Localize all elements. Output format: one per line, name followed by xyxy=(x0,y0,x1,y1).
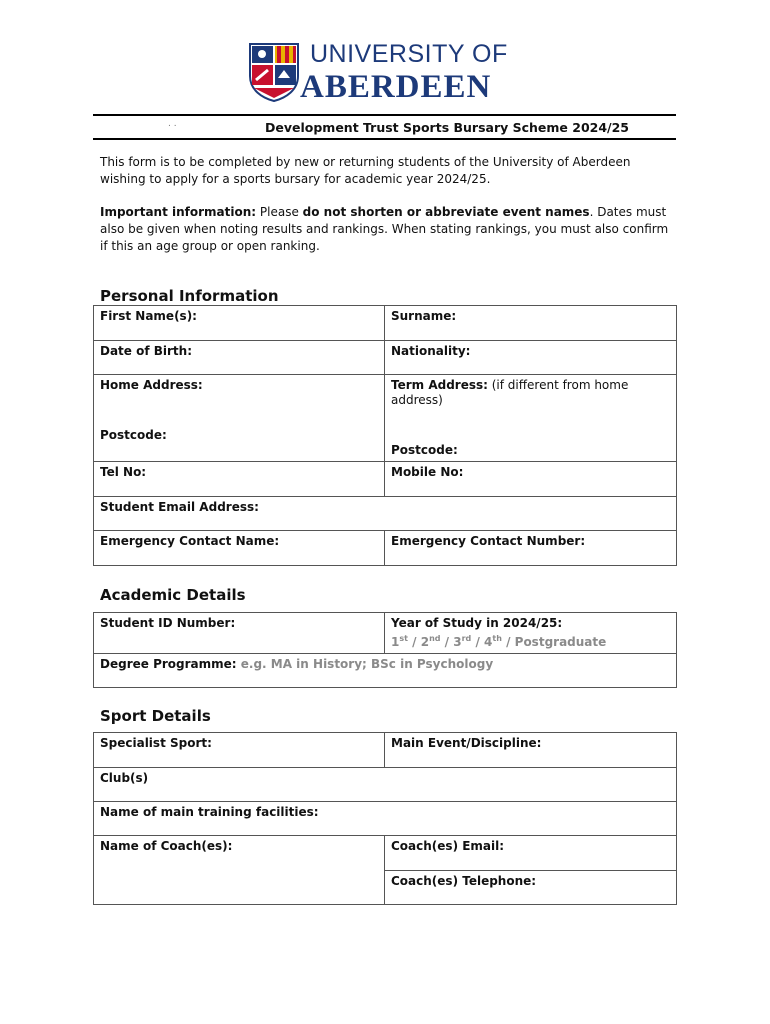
important-post: . Dates must also be given when noting results and rankings. When stating rankings, you must also confirm if this an age group or open ranking. xyxy=(100,205,669,253)
sport-table xyxy=(93,732,677,905)
student-id-field[interactable] xyxy=(94,613,385,654)
academic-table xyxy=(93,612,677,688)
email-label: Student Email Address: xyxy=(100,500,259,514)
coach-email-label: Coach(es) Email: xyxy=(391,839,505,853)
coach-email-field[interactable] xyxy=(385,836,677,871)
important-pre: Please xyxy=(256,205,303,219)
year-postgraduate[interactable]: / Postgraduate xyxy=(501,635,607,649)
degree-label: Degree Programme: xyxy=(100,657,237,671)
important-emphasis: do not shorten or abbreviate event names xyxy=(302,205,590,219)
emergency-number-field[interactable] xyxy=(385,531,677,566)
term-address-text xyxy=(391,378,670,408)
academic-heading: Academic Details xyxy=(100,586,246,604)
coach-name-field[interactable] xyxy=(94,836,385,905)
first-name-field[interactable] xyxy=(94,306,385,341)
emergency-number-label: Emergency Contact Number: xyxy=(391,534,586,548)
year-2-sup: nd xyxy=(429,634,441,643)
degree-hint: e.g. MA in History; BSc in Psychology xyxy=(236,657,494,671)
mobile-label: Mobile No: xyxy=(391,465,464,479)
logo-line-1: UNIVERSITY OF xyxy=(310,40,508,68)
emergency-name-field[interactable] xyxy=(94,531,385,566)
sport-heading: Sport Details xyxy=(100,707,211,725)
facilities-field[interactable] xyxy=(94,802,677,836)
dob-label: Date of Birth: xyxy=(100,344,193,358)
clubs-label: Club(s) xyxy=(100,771,149,785)
year-3[interactable]: 3 xyxy=(453,635,462,649)
term-address-note: (if different from home address) xyxy=(391,378,629,407)
intro-paragraph: This form is to be completed by new or returning students of the University of Aberdeen wishing to apply for a sports bursary for academic year 2024/25. xyxy=(100,155,631,186)
university-logo xyxy=(248,42,523,104)
home-postcode-label: Postcode: xyxy=(100,428,167,442)
facilities-label: Name of main training facilities: xyxy=(100,805,319,819)
important-paragraph xyxy=(100,204,670,255)
year-sep: / xyxy=(440,635,454,649)
year-options xyxy=(391,631,670,650)
year-1[interactable]: 1 xyxy=(391,635,400,649)
term-address-field[interactable] xyxy=(385,375,677,462)
main-event-label: Main Event/Discipline: xyxy=(391,736,542,750)
personal-heading: Personal Information xyxy=(100,287,279,305)
student-id-label: Student ID Number: xyxy=(100,616,236,630)
term-address-label: Term Address: xyxy=(391,378,488,392)
specialist-sport-field[interactable] xyxy=(94,733,385,768)
mobile-field[interactable] xyxy=(385,462,677,497)
coach-phone-field[interactable] xyxy=(385,871,677,905)
year-sep: / xyxy=(471,635,485,649)
first-name-label: First Name(s): xyxy=(100,309,197,323)
year-4-sup: th xyxy=(492,634,502,643)
clubs-field[interactable] xyxy=(94,768,677,802)
year-3-sup: rd xyxy=(461,634,472,643)
dob-field[interactable] xyxy=(94,341,385,375)
coach-phone-label: Coach(es) Telephone: xyxy=(391,874,537,888)
email-field[interactable] xyxy=(94,497,677,531)
personal-table xyxy=(93,305,677,566)
nationality-label: Nationality: xyxy=(391,344,471,358)
coach-name-label: Name of Coach(es): xyxy=(100,839,233,853)
tel-field[interactable] xyxy=(94,462,385,497)
important-label: Important information: xyxy=(100,205,257,219)
specialist-sport-label: Specialist Sport: xyxy=(100,736,212,750)
surname-label: Surname: xyxy=(391,309,457,323)
main-event-field[interactable] xyxy=(385,733,677,768)
degree-field[interactable] xyxy=(94,654,677,688)
emergency-name-label: Emergency Contact Name: xyxy=(100,534,280,548)
title-dots: . . xyxy=(168,119,177,129)
form-title: Development Trust Sports Bursary Scheme 2024/25 xyxy=(265,120,630,135)
term-postcode-label: Postcode: xyxy=(391,443,458,457)
tel-label: Tel No: xyxy=(100,465,147,479)
year-2[interactable]: 2 xyxy=(420,635,430,649)
year-4[interactable]: 4 xyxy=(484,635,493,649)
home-address-field[interactable] xyxy=(94,375,385,462)
title-bar xyxy=(93,114,676,140)
year-of-study-label: Year of Study in 2024/25: xyxy=(391,616,563,630)
crest-icon xyxy=(248,42,300,102)
year-sep: / xyxy=(407,635,421,649)
nationality-field[interactable] xyxy=(385,341,677,375)
year-1-sup: st xyxy=(399,634,408,643)
year-of-study-field[interactable] xyxy=(385,613,677,654)
surname-field[interactable] xyxy=(385,306,677,341)
home-address-label: Home Address: xyxy=(100,378,203,392)
logo-line-2: ABERDEEN xyxy=(300,69,492,105)
